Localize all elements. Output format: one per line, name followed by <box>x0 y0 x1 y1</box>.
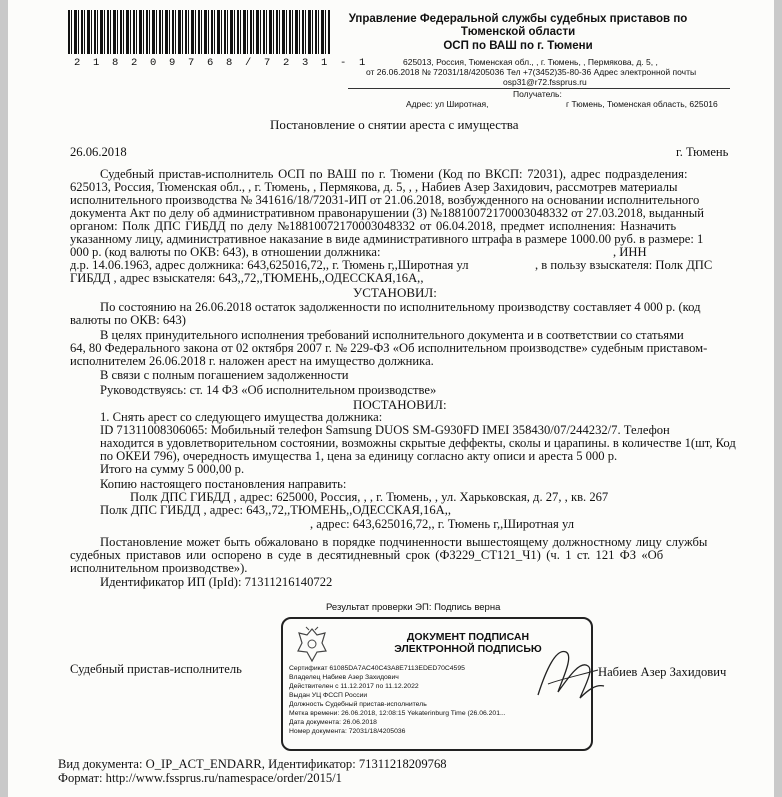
document-date: 26.06.2018 <box>70 145 127 159</box>
stamp-row: Дата документа: 26.06.2018 <box>289 719 377 726</box>
department-name: ОСП по ВАШ по г. Тюмени <box>443 40 593 52</box>
appeal-line: исполнительном производстве»). <box>70 561 248 575</box>
barcode-number: 2 1 8 2 0 9 7 6 8 / 7 2 3 1 - 1 <box>74 57 369 69</box>
document-type: Вид документа: O_IP_ACT_ENDARR, Идентификатор: 71311218209768 <box>58 757 447 771</box>
coat-of-arms-icon <box>295 625 329 665</box>
resolved-line: Итого на сумму 5 000,00 р. <box>100 462 245 476</box>
department-email: osp31@r72.fssprus.ru <box>503 77 587 87</box>
document-city: г. Тюмень <box>676 145 729 159</box>
stamp-row: Должность Судебный пристав-исполнитель <box>289 701 427 708</box>
stamp-row: Метка времени: 26.06.2018, 12:08:15 Yekaterinburg Time (26.06.201... <box>289 710 506 717</box>
established-line: В целях принудительного исполнения требований исполнительного документа и в соответствии со статьями <box>100 328 684 342</box>
resolved-line: Полк ДПС ГИБДД , адрес: 625000, Россия, , , г. Тюмень, , ул. Харьковская, д. 27, , кв. 267 <box>130 490 609 504</box>
resolved-line: , адрес: 643,625016,72,, г. Тюмень г,,Широтная ул <box>310 517 574 531</box>
established-line: валюты по ОКВ: 643) <box>70 313 186 327</box>
intro-line: документа Акт по делу об административном правонарушении (3) №18810072170003048332 от 27.03.2018, выданный <box>70 206 704 220</box>
resolved-line: ID 71311008306065: Мобильный телефон Samsung DUOS SM-G930FD IMEI 358430/07/244232/7. Телефон <box>100 423 670 437</box>
intro-line: исполнительного производства № 341616/18/72031-ИП от 21.06.2018, возбужденного на основании исполнительного <box>70 193 700 207</box>
inn-label: , ИНН <box>613 245 647 259</box>
stamp-title-line: ДОКУМЕНТ ПОДПИСАН <box>406 631 530 643</box>
document-format: Формат: http://www.fssprus.ru/namespace/order/2015/1 <box>58 771 342 785</box>
appeal-line: Постановление может быть обжаловано в порядке подчиненности вышестоящему должностному лицу службы <box>100 535 708 549</box>
department-address: 625013, Россия, Тюменская обл., , г. Тюмень, , Пермякова, д. 5, , <box>403 57 658 67</box>
stamp-row: Номер документа: 72031/18/4205036 <box>289 728 406 735</box>
handwritten-signature <box>518 640 613 710</box>
resolved-line: находится в удовлетворительном состоянии, возможны скрытые деффекты, сколы и царапины. в количестве 1(шт, Код <box>100 436 736 450</box>
intro-line: Судебный пристав-исполнитель ОСП по ВАШ по г. Тюмени (Код по ВКСП: 72031), адрес подразделения: <box>100 167 688 181</box>
stamp-row: Выдан УЦ ФССП России <box>289 692 368 699</box>
document-page <box>8 0 774 797</box>
intro-line: ГИБДД , адрес взыскателя: 643,,72,,ТЮМЕНЬ,,ОДЕССКАЯ,16А,, <box>70 271 424 285</box>
established-line: исполнителем 26.06.2018 г. наложен арест на имущество должника. <box>70 354 434 368</box>
resolved-line: Копию настоящего постановления направить: <box>100 477 347 491</box>
ip-identifier: Идентификатор ИП (IpId): 71311216140722 <box>100 575 333 589</box>
intro-line: 625013, Россия, Тюменская обл., , г. Тюмень, , Пермякова, д. 5, , , Набиев Азер Захидович, рассмотрев материалы <box>70 180 678 194</box>
resolved-line: по ОКЕИ 796), очередность имущества 1, цена за единицу согласно акту описи и ареста 5 000 р. <box>100 449 618 463</box>
document-title: Постановление о снятии ареста с имущества <box>270 117 519 132</box>
stamp-row: Сертификат 61085DA7AC40C43A8E7113EDED70C4595 <box>289 665 465 672</box>
department-contacts: от 26.06.2018 № 72031/18/4205036 Тел +7(3452)35-80-36 Адрес электронной почты <box>366 67 697 77</box>
recipient-address: г Тюмень, Тюменская область, 625016 <box>566 99 718 109</box>
established-line: По состоянию на 26.06.2018 остаток задолженности по исполнительному производству составляет 4 000 р. (код <box>100 300 701 314</box>
stamp-row: Владелец Набиев Азер Захидович <box>289 674 399 681</box>
intro-line: д.р. 14.06.1963, адрес должника: 643,625016,72,, г. Тюмень г,,Широтная ул <box>70 258 469 272</box>
agency-name: Управление Федеральной службы судебных приставов по Тюменской области <box>348 13 688 38</box>
signer-name: Набиев Азер Захидович <box>598 665 727 679</box>
intro-line: органом: Полк ДПС ГИБДД по делу №18810072170003048332 от 06.04.2018, предмет исполнения: Назначить <box>70 219 677 233</box>
recipient-label: Получатель: <box>513 89 562 99</box>
intro-line: указанному лицу, административное наказание в виде административного штрафа в размере 1000.00 руб. в размере: 1 <box>70 232 704 246</box>
recipient-street: Адрес: ул Широтная, <box>406 99 489 109</box>
established-line: В связи с полным погашением задолженности <box>100 368 349 382</box>
resolved-line: Полк ДПС ГИБДД , адрес: 643,,72,,ТЮМЕНЬ,,ОДЕССКАЯ,16А,, <box>100 503 452 517</box>
established-heading: УСТАНОВИЛ: <box>353 285 437 300</box>
appeal-line: судебных приставов или оспорено в суде в десятидневный срок (ФЗ229_СТ121_Ч1) (ч. 1 ст. 121 ФЗ «Об <box>70 548 664 562</box>
creditor-fragment: , в пользу взыскателя: Полк ДПС <box>535 258 713 272</box>
stamp-row: Действителен с 11.12.2017 по 11.12.2022 <box>289 683 419 690</box>
barcode <box>68 10 330 54</box>
established-line: 64, 80 Федерального закона от 02 октября 2007 г. № 229-ФЗ «Об исполнительном производстве» судебным приставом- <box>70 341 708 355</box>
intro-line: 000 р. (код валюты по ОКВ: 643), в отношении должника: <box>70 245 381 259</box>
ep-check-result: Результат проверки ЭП: Подпись верна <box>326 602 501 613</box>
resolved-heading: ПОСТАНОВИЛ: <box>353 397 447 412</box>
resolved-line: 1. Снять арест со следующего имущества должника: <box>100 410 383 424</box>
signer-role: Судебный пристав-исполнитель <box>70 662 242 676</box>
stamp-title-line: ЭЛЕКТРОННОЙ ПОДПИСЬЮ <box>394 643 542 655</box>
established-line: Руководствуясь: ст. 14 ФЗ «Об исполнительном производстве» <box>100 383 437 397</box>
